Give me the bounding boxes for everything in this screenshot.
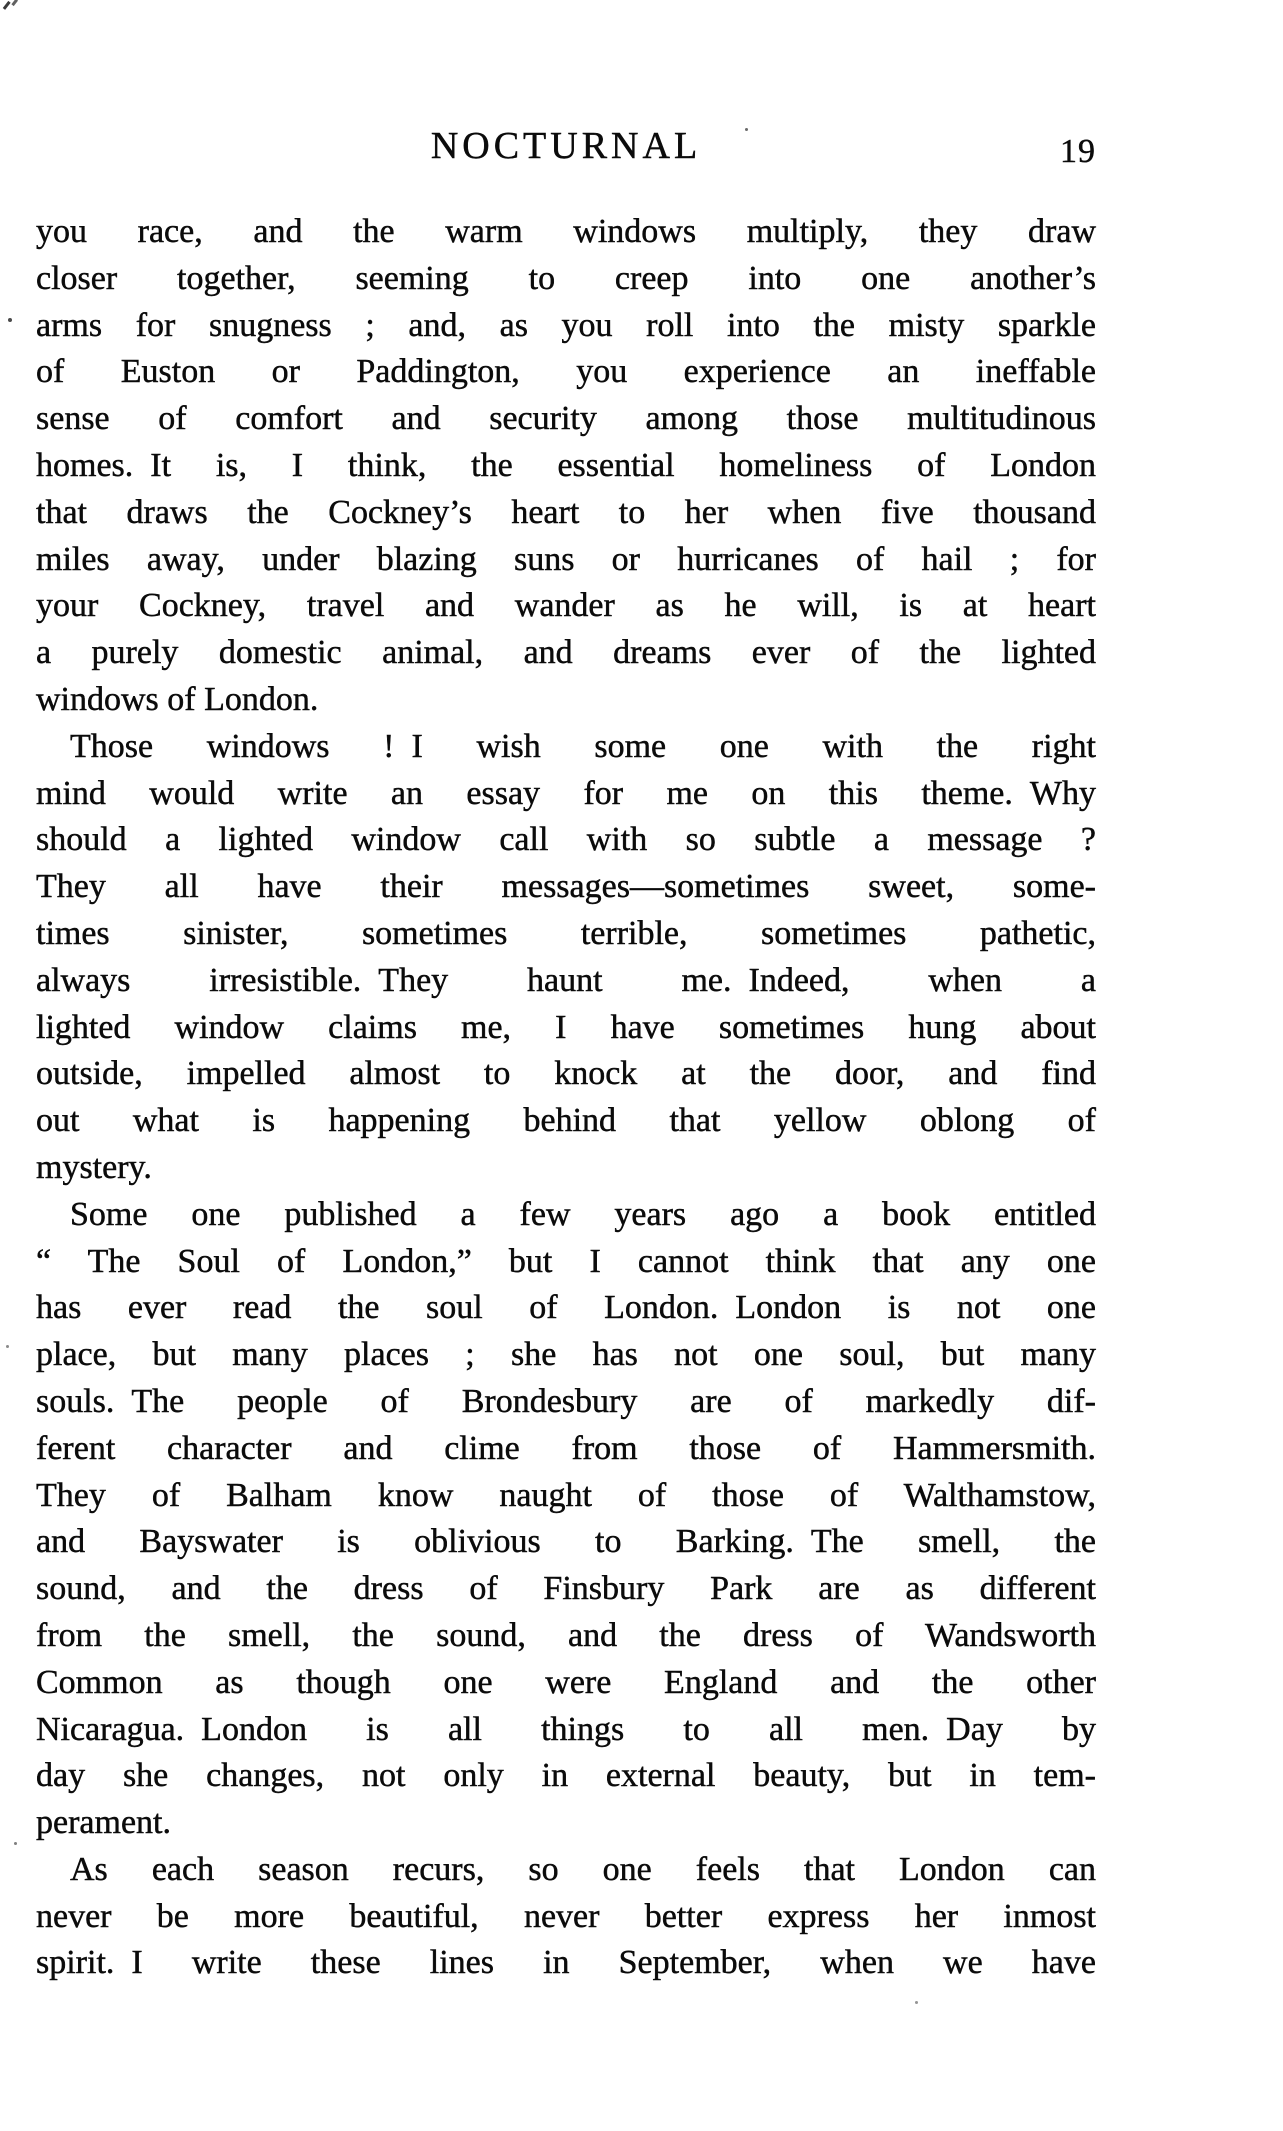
- text-line: spirit. I write these lines in September, when we have: [36, 1944, 1096, 1982]
- text-line: times sinister, sometimes terrible, sometimes pathetic,: [36, 914, 1096, 952]
- scan-artifact: [6, 1345, 9, 1348]
- text-line: mind would write an essay for me on this theme. Why: [36, 774, 1096, 812]
- text-line: homes. It is, I think, the essential homeliness of London: [36, 446, 1096, 484]
- text-line: sense of comfort and security among those multitudinous: [36, 400, 1096, 438]
- scan-artifact: [14, 1842, 17, 1845]
- text-line: that draws the Cockney’s heart to her when five thousand: [36, 493, 1096, 531]
- text-column: [36, 120, 1096, 1987]
- text-line: Nicaragua. London is all things to all men. Day by: [36, 1710, 1096, 1748]
- text-line: souls. The people of Brondesbury are of markedly dif-: [36, 1382, 1096, 1420]
- text-line: They all have their messages—sometimes sweet, some-: [36, 868, 1096, 906]
- page-number: 19: [1060, 133, 1096, 170]
- text-line: ferent character and clime from those of Hammersmith.: [36, 1429, 1096, 1467]
- text-line: outside, impelled almost to knock at the door, and find: [36, 1055, 1096, 1093]
- text-line: a purely domestic animal, and dreams ever of the lighted: [36, 634, 1096, 672]
- text-line: lighted window claims me, I have sometimes hung about: [36, 1008, 1096, 1046]
- text-line: of Euston or Paddington, you experience an ineffable: [36, 353, 1096, 391]
- text-line: perament.: [36, 1804, 171, 1842]
- scan-artifact: [11, 0, 17, 6]
- scan-artifact: [3, 1, 11, 10]
- body-text: [36, 209, 1096, 1987]
- text-line: always irresistible. They haunt me. Indeed, when a: [36, 961, 1096, 999]
- text-line: mystery.: [36, 1148, 152, 1186]
- text-line: should a lighted window call with so subtle a message ?: [36, 821, 1096, 859]
- text-line: Common as though one were England and the other: [36, 1663, 1096, 1701]
- scan-artifact: [915, 2001, 918, 2004]
- text-line: place, but many places ; she has not one soul, but many: [36, 1336, 1096, 1374]
- text-line: has ever read the soul of London. London is not one: [36, 1289, 1096, 1327]
- text-line: closer together, seeming to creep into one another’s: [36, 259, 1096, 297]
- page-header-title: NOCTURNAL: [430, 125, 702, 167]
- text-line: you race, and the warm windows multiply, they draw: [36, 213, 1096, 250]
- text-line: “ The Soul of London,” but I cannot think that any one: [36, 1242, 1096, 1280]
- text-line: from the smell, the sound, and the dress of Wandsworth: [36, 1616, 1096, 1654]
- text-line: and Bayswater is oblivious to Barking. The smell, the: [36, 1523, 1096, 1561]
- running-head: [36, 120, 1096, 170]
- text-line: Those windows ! I wish some one with the right: [70, 727, 1096, 765]
- scan-artifact: [8, 318, 12, 322]
- text-line: arms for snugness ; and, as you roll into the misty sparkle: [36, 306, 1096, 344]
- text-line: As each season recurs, so one feels that London can: [70, 1850, 1096, 1888]
- text-line: your Cockney, travel and wander as he will, is at heart: [36, 587, 1096, 625]
- text-line: They of Balham know naught of those of Walthamstow,: [36, 1476, 1096, 1514]
- text-line: out what is happening behind that yellow oblong of: [36, 1102, 1096, 1140]
- text-line: Some one published a few years ago a book entitled: [70, 1195, 1096, 1233]
- text-line: day she changes, not only in external beauty, but in tem-: [36, 1757, 1096, 1795]
- text-line: sound, and the dress of Finsbury Park are as different: [36, 1570, 1096, 1608]
- text-line: windows of London.: [36, 680, 319, 718]
- text-line: miles away, under blazing suns or hurricanes of hail ; for: [36, 540, 1096, 578]
- text-line: never be more beautiful, never better express her inmost: [36, 1897, 1096, 1935]
